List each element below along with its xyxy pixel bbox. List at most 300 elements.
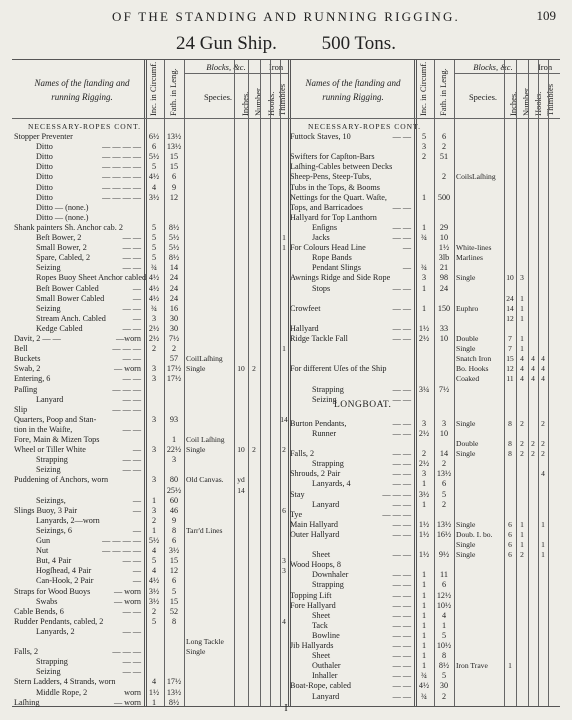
left-cell-circumference: 6 [151, 142, 157, 152]
left-cell-name: Middle Rope, 2 [36, 687, 88, 697]
right-cell-name: Outhaler [312, 661, 341, 671]
right-cell-number: 1 [520, 313, 524, 323]
right-cell-fathoms: 8½ [438, 661, 450, 671]
left-cell-dashes: — — — — [102, 536, 141, 545]
right-cell-hooks: 4 [531, 354, 535, 364]
right-cell-name: Ridge Tackle Fall [290, 334, 348, 343]
right-cell-number: 2 [520, 550, 524, 560]
right-rigging-row [12, 172, 560, 181]
right-rigging-row [12, 395, 560, 404]
right-cell-name: Hallyard for Top Lanthorn [290, 212, 377, 222]
left-cell-inches: yd [237, 475, 245, 485]
left-cell-dashes: — — — — [102, 152, 141, 162]
left-cell-fathoms: 24 [169, 283, 179, 293]
right-rigging-row [12, 385, 560, 394]
right-cell-fathoms: 98 [439, 273, 449, 283]
left-cell-dashes: — [132, 293, 141, 303]
left-cell-number: 2 [252, 445, 256, 455]
left-cell-dashes: — — [122, 323, 141, 333]
right-cell-fathoms: 500 [437, 192, 451, 202]
right-cell-circumference: 1 [421, 620, 427, 630]
left-cell-name: Bell [14, 344, 28, 354]
right-rigging-row [12, 203, 560, 212]
right-cell-dashes: — [402, 263, 411, 273]
left-cell-circumference: 3 [151, 364, 157, 374]
right-cell-number: 2 [520, 418, 524, 428]
left-cell-name: Beſt Bower, 2 [36, 233, 82, 242]
right-cell-species: Coaked [456, 374, 480, 384]
right-cell-dashes: — — [392, 283, 411, 293]
right-cell-circumference: 3¼ [418, 384, 430, 394]
right-cell-dashes: — — [392, 323, 411, 333]
right-rigging-row [12, 631, 560, 640]
left-cell-fathoms: 12 [169, 192, 179, 202]
right-cell-species: Bo. Hooks [456, 364, 489, 374]
right-cell-fathoms: 10 [439, 428, 449, 438]
right-cell-circumference: 1½ [418, 529, 430, 539]
left-cell-dashes: — — — — [102, 192, 141, 202]
right-cell-fathoms: 2 [441, 691, 447, 701]
right-cell-dashes: — — [392, 428, 411, 438]
right-rigging-row [12, 223, 560, 232]
right-rigging-row [12, 580, 560, 589]
fath-header-right: Fath. in Leng. [438, 68, 448, 116]
left-cell-species: Long Tackle [186, 637, 224, 646]
left-cell-circumference: 3 [151, 313, 157, 323]
right-rigging-row [12, 152, 560, 161]
right-cell-thimbles: 1 [541, 550, 545, 560]
left-cell-fathoms: 30 [169, 313, 179, 323]
right-cell-circumference: 2 [421, 449, 427, 459]
left-cell-name: Seizings, 6 [36, 525, 72, 535]
right-cell-species: Marlines [456, 253, 483, 263]
left-cell-name: Quarters, Poop and Stan- [14, 414, 97, 424]
left-cell-circumference: 2 [151, 344, 157, 354]
right-cell-dashes: — — [392, 580, 411, 590]
left-cell-dashes: — worn [113, 586, 141, 596]
left-cell-fathoms: 80 [169, 475, 179, 485]
right-cell-thimbles: 1 [541, 519, 545, 529]
left-cell-circumference: 5 [151, 243, 157, 253]
left-cell-name: Lanyard [36, 394, 64, 404]
left-cell-extra: 3 [282, 566, 286, 576]
right-rigging-row [12, 132, 560, 141]
right-rigging-row [12, 243, 560, 252]
right-cell-thimbles: 4 [541, 469, 545, 479]
left-cell-fathoms: 8½ [168, 697, 180, 707]
rigging-table [12, 59, 560, 707]
right-cell-name: Lanyards, 4 [312, 479, 351, 489]
left-cell-name: Kedge Cabled [36, 323, 83, 333]
right-cell-fathoms: 2 [441, 459, 447, 469]
right-cell-inches: 6 [508, 550, 512, 560]
right-cell-circumference: 1 [421, 499, 427, 509]
left-cell-circumference: 4½ [148, 172, 160, 182]
left-cell-number: 2 [252, 364, 256, 374]
right-cell-inches: 6 [508, 519, 512, 529]
left-cell-name: Seizing [36, 667, 61, 677]
left-cell-name: Swab, 2 [14, 364, 41, 374]
right-rigging-row [12, 213, 560, 222]
left-cell-dashes: — [132, 283, 141, 293]
right-cell-fathoms: 21 [439, 263, 449, 273]
left-cell-fathoms: 30 [169, 323, 179, 333]
left-cell-dashes: — [132, 525, 141, 535]
right-cell-dashes: — — [392, 222, 411, 232]
right-rigging-row [12, 540, 560, 549]
right-cell-name: Nettings for the Quart. Waſte, [290, 192, 387, 202]
left-cell-name: Stopper Preventer [14, 132, 73, 141]
right-cell-dashes: — — — [382, 509, 411, 519]
ship-rate: 24 Gun Ship. [176, 33, 277, 54]
right-cell-dashes: — — [392, 610, 411, 620]
running-head: OF THE STANDING AND RUNNING RIGGING. [111, 9, 461, 24]
right-cell-circumference: 1 [421, 479, 427, 489]
left-cell-dashes: — — [122, 233, 141, 242]
right-cell-name: Main Hallyard [290, 519, 338, 529]
right-cell-number: 1 [520, 334, 524, 343]
left-cell-name: Seizings, [36, 495, 66, 505]
right-cell-species: Single [456, 519, 476, 529]
right-cell-fathoms: 2 [441, 499, 447, 509]
right-cell-circumference: 4½ [418, 681, 430, 691]
right-rigging-row [12, 405, 560, 414]
left-cell-fathoms: 17½ [166, 364, 182, 374]
right-cell-name: Stops [312, 283, 331, 293]
right-cell-number: 3 [520, 273, 524, 283]
right-rigging-row [12, 233, 560, 242]
right-cell-name: Lanyard [312, 499, 340, 509]
right-rigging-row [12, 469, 560, 478]
inches-header: Inches. [240, 91, 250, 116]
left-cell-dashes: — — [122, 394, 141, 404]
right-cell-dashes: — — [392, 570, 411, 580]
left-cell-extra: 2 [282, 445, 286, 455]
right-cell-name: Shrouds, 2 Pair [290, 469, 341, 479]
right-cell-species: Single [456, 344, 476, 354]
left-cell-dashes: — — — [112, 384, 141, 394]
right-cell-name: Runner [312, 428, 337, 438]
left-cell-circumference: 3½ [148, 596, 160, 606]
left-cell-circumference: 4 [151, 182, 157, 192]
left-cell-fathoms: 15 [169, 152, 179, 162]
fath-header: Fath. in Leng. [168, 68, 178, 116]
right-cell-inches: 8 [508, 439, 512, 448]
right-cell-dashes: — — [392, 641, 411, 650]
right-cell-circumference: 1 [421, 651, 427, 661]
left-cell-dashes: worn [124, 687, 141, 697]
left-cell-inches: 10 [237, 364, 245, 374]
right-cell-name: Strapping [312, 384, 344, 394]
left-cell-extra: 1 [282, 344, 286, 354]
left-cell-circumference: 1 [151, 495, 157, 505]
right-cell-inches: 6 [508, 529, 512, 539]
left-cell-fathoms: 93 [169, 414, 179, 424]
left-cell-species: Single [186, 647, 206, 657]
left-cell-circumference: 4½ [148, 293, 160, 303]
left-cell-fathoms: 9 [171, 515, 177, 525]
right-cell-number: 1 [520, 540, 524, 549]
right-cell-inches: 15 [506, 354, 514, 364]
left-cell-circumference: 2 [151, 606, 157, 616]
right-cell-fathoms: 14 [439, 449, 449, 459]
left-cell-fathoms: 8 [171, 616, 177, 626]
right-cell-fathoms: 5 [441, 489, 447, 499]
right-cell-fathoms: 13½ [436, 519, 452, 529]
right-cell-dashes: — — [392, 529, 411, 539]
left-cell-circumference: 4½ [148, 273, 160, 283]
left-cell-name: Seizing [36, 465, 61, 475]
right-cell-dashes: — — [392, 499, 411, 509]
left-cell-dashes: — [132, 576, 141, 586]
right-cell-circumference: 1 [421, 610, 427, 620]
inches-header-right: Inches. [508, 91, 518, 116]
left-cell-circumference: 2½ [148, 323, 160, 333]
right-cell-name: Enſigns [312, 222, 338, 232]
right-cell-inches: 12 [506, 313, 514, 323]
right-rigging-row [12, 294, 560, 303]
header-rule [454, 73, 560, 74]
right-cell-name: Topping Lift [290, 590, 332, 600]
left-cell-name: Ditto — (none.) [36, 212, 89, 222]
right-rigging-row [12, 284, 560, 293]
right-cell-name: Strapping [312, 459, 344, 469]
right-cell-number: 4 [520, 364, 524, 374]
left-cell-circumference: 2 [151, 515, 157, 525]
left-cell-extra: 1 [282, 243, 286, 253]
left-cell-name: Strapping [36, 657, 68, 667]
left-cell-fathoms: 5½ [168, 243, 180, 253]
left-cell-circumference: 4 [151, 546, 157, 556]
right-cell-dashes: — — [392, 418, 411, 428]
right-cell-circumference: 3 [421, 418, 427, 428]
left-cell-name: tion in the Waiſte, [14, 424, 73, 434]
right-cell-name: Tack [312, 620, 328, 630]
right-cell-circumference: 1 [421, 661, 427, 671]
left-cell-name: Lanyards, 2 [36, 626, 75, 636]
right-cell-number: 1 [520, 519, 524, 529]
right-cell-species: Euphro [456, 303, 479, 313]
right-cell-name: Stay [290, 489, 305, 499]
right-cell-name: Boat-Rope, cabled [290, 681, 351, 691]
right-cell-fathoms: 6 [441, 132, 447, 141]
right-cell-dashes: — [402, 243, 411, 253]
left-cell-name: Seizing [36, 263, 61, 273]
right-cell-circumference: 1 [421, 570, 427, 580]
right-cell-name: Tye [290, 509, 303, 519]
left-cell-extra: 6 [282, 505, 286, 515]
right-cell-name: Awnings Ridge and Side Rope [290, 273, 391, 283]
left-cell-circumference: 5½ [148, 152, 160, 162]
right-cell-fathoms: 5 [441, 630, 447, 640]
left-cell-dashes: — — [122, 626, 141, 636]
right-cell-thimbles: 2 [541, 418, 545, 428]
right-cell-inches: 14 [506, 303, 514, 313]
right-cell-dashes: — — [392, 334, 411, 343]
right-cell-circumference: 1½ [418, 550, 430, 560]
right-cell-circumference: 1 [421, 222, 427, 232]
number-header: Number. [253, 86, 263, 116]
left-cell-name: Ditto — (none.) [36, 202, 89, 212]
left-cell-species: Tarr'd Lines [186, 525, 223, 535]
left-cell-name: Stream Anch. Cabled [36, 313, 106, 323]
right-cell-species: Double [456, 334, 479, 343]
left-section-title: NECESSARY-ROPES CONT. [28, 122, 141, 131]
right-cell-inches: 7 [508, 334, 512, 343]
right-cell-thimbles: 4 [541, 364, 545, 374]
left-cell-dashes: — — [122, 263, 141, 273]
right-cell-fathoms: 33 [439, 323, 449, 333]
left-cell-fathoms: 46 [169, 505, 179, 515]
circ-header-right: Inc. in Circumf. [418, 61, 428, 116]
left-cell-name: Swabs [36, 596, 58, 606]
right-rigging-row [12, 263, 560, 272]
right-cell-number: 2 [520, 439, 524, 448]
left-cell-dashes: —worn [115, 334, 141, 343]
right-cell-hooks: 4 [531, 374, 535, 384]
left-cell-dashes: — — [122, 243, 141, 253]
left-cell-name: Wheel or Tiller White [14, 445, 86, 455]
right-cell-number: 4 [520, 374, 524, 384]
left-cell-circumference: ¾ [150, 303, 158, 313]
left-cell-dashes: — — [122, 667, 141, 677]
right-cell-inches: 8 [508, 418, 512, 428]
left-cell-fathoms: 17½ [166, 374, 182, 384]
right-cell-name: Strapping [312, 580, 344, 590]
right-rigging-row [12, 621, 560, 630]
right-cell-name: Swifters for Capſton-Bars [290, 152, 375, 162]
right-cell-inches: 7 [508, 344, 512, 354]
right-rigging-row [12, 439, 560, 448]
right-cell-circumference: 1 [421, 630, 427, 640]
left-cell-name: Ditto [36, 182, 53, 192]
species-header: Species. [203, 92, 233, 102]
left-cell-fathoms: 5 [171, 586, 177, 596]
left-cell-dashes: — — [122, 354, 141, 364]
right-cell-dashes: — — [392, 303, 411, 313]
right-cell-circumference: 1 [421, 600, 427, 610]
right-cell-hooks: 2 [531, 439, 535, 448]
left-cell-circumference: 5 [151, 162, 157, 172]
species-header-right: Species. [468, 92, 498, 102]
left-cell-fathoms: 6 [171, 172, 177, 182]
right-rigging-row [12, 273, 560, 282]
left-cell-circumference: 3 [151, 445, 157, 455]
left-cell-name: Ditto [36, 152, 53, 162]
right-cell-name: Pendant Slings [312, 263, 361, 273]
left-cell-circumference: 3 [151, 505, 157, 515]
right-cell-fathoms: 6 [441, 580, 447, 590]
left-cell-species: Coil Laſhing [186, 435, 225, 444]
right-rigging-row [12, 490, 560, 499]
left-cell-fathoms: 2 [171, 344, 177, 354]
right-rigging-row [12, 500, 560, 509]
right-cell-inches: 11 [506, 374, 514, 384]
left-cell-name: Ropes Buoy Sheet Anchor cabled [36, 273, 147, 283]
right-cell-dashes: — — [392, 394, 411, 404]
right-cell-name: Bowline [312, 630, 340, 640]
right-cell-fathoms: 30 [439, 681, 449, 691]
names-header: Names of the ſtanding and running Rigging. [34, 78, 130, 102]
right-cell-dashes: — — [392, 459, 411, 469]
left-cell-circumference: 3½ [148, 192, 160, 202]
right-cell-name: Sheet [312, 610, 331, 620]
left-cell-fathoms: 25½ [166, 485, 182, 495]
right-cell-fathoms: 13½ [436, 469, 452, 479]
right-cell-species: Snatch Iron [456, 354, 492, 364]
left-cell-name: Gun [36, 536, 51, 545]
left-cell-fathoms: 6 [171, 576, 177, 586]
left-cell-fathoms: 7½ [168, 334, 180, 343]
left-cell-dashes: — — [122, 556, 141, 566]
right-cell-fathoms: 7½ [438, 384, 450, 394]
left-cell-species: CoilLaſhing [186, 354, 223, 364]
right-cell-name: Sheet [312, 651, 331, 661]
right-cell-circumference: ¾ [420, 671, 428, 681]
right-rigging-row [12, 364, 560, 373]
iron-header-right: Iron [537, 62, 553, 72]
left-cell-fathoms: 22½ [166, 445, 182, 455]
right-cell-thimbles: 2 [541, 439, 545, 448]
right-cell-circumference: 5 [421, 132, 427, 141]
right-cell-species: CoilsLaſhing [456, 172, 496, 182]
left-cell-dashes: — [132, 505, 141, 515]
right-cell-inches: 1 [508, 661, 512, 671]
right-cell-circumference: 2½ [418, 334, 430, 343]
right-rigging-row [12, 253, 560, 262]
left-cell-name: Shank painters Sh. Anchor cab. 2 [14, 222, 123, 232]
right-cell-fathoms: 3lb [438, 253, 450, 263]
left-cell-circumference: 5 [151, 556, 157, 566]
right-cell-fathoms: 11 [440, 570, 448, 580]
left-cell-dashes: — — — — [102, 172, 141, 182]
right-cell-circumference: 1½ [418, 519, 430, 529]
right-cell-circumference: 1½ [418, 323, 430, 333]
longboat-heading: LONGBOAT. [334, 400, 392, 410]
left-cell-dashes: — worn [113, 697, 141, 707]
left-cell-species: Single [186, 364, 206, 374]
thimbles-header-right: Thimbles [545, 83, 555, 116]
left-cell-name: Spare, Cabled, 2 [36, 253, 91, 263]
right-cell-circumference: 3½ [418, 489, 430, 499]
right-cell-name: Tubs in the Tops, & Booms [290, 182, 380, 192]
signature-mark: I [284, 703, 288, 714]
thimbles-header: Thimbles [277, 83, 287, 116]
hooks-header: Hooks. [266, 91, 276, 116]
left-cell-name: But, 4 Pair [36, 556, 72, 566]
left-cell-name: Ditto [36, 192, 53, 202]
right-cell-name: Burton Pendants, [290, 418, 347, 428]
left-cell-inches: 10 [237, 445, 245, 455]
right-cell-dashes: — — [392, 550, 411, 560]
left-cell-dashes: — [132, 495, 141, 505]
left-cell-name: Falls, 2 [14, 647, 39, 657]
left-cell-circumference: 6½ [148, 132, 160, 141]
left-cell-circumference: 4½ [148, 283, 160, 293]
right-cell-dashes: — — [392, 671, 411, 681]
left-cell-name: Buckets [14, 354, 41, 364]
right-rigging-row [12, 334, 560, 343]
left-cell-circumference: 3 [151, 374, 157, 384]
left-cell-name: Ditto [36, 172, 53, 182]
left-cell-name: Seizing [36, 303, 61, 313]
left-cell-fathoms: 15 [169, 596, 179, 606]
right-cell-name: For Colours Head Line [290, 243, 366, 253]
left-cell-name: Lanyards, 2—worn [36, 515, 100, 525]
left-cell-fathoms: 3 [171, 455, 177, 465]
right-cell-name: Inhaller [312, 671, 338, 681]
left-cell-fathoms: 14 [169, 263, 179, 273]
